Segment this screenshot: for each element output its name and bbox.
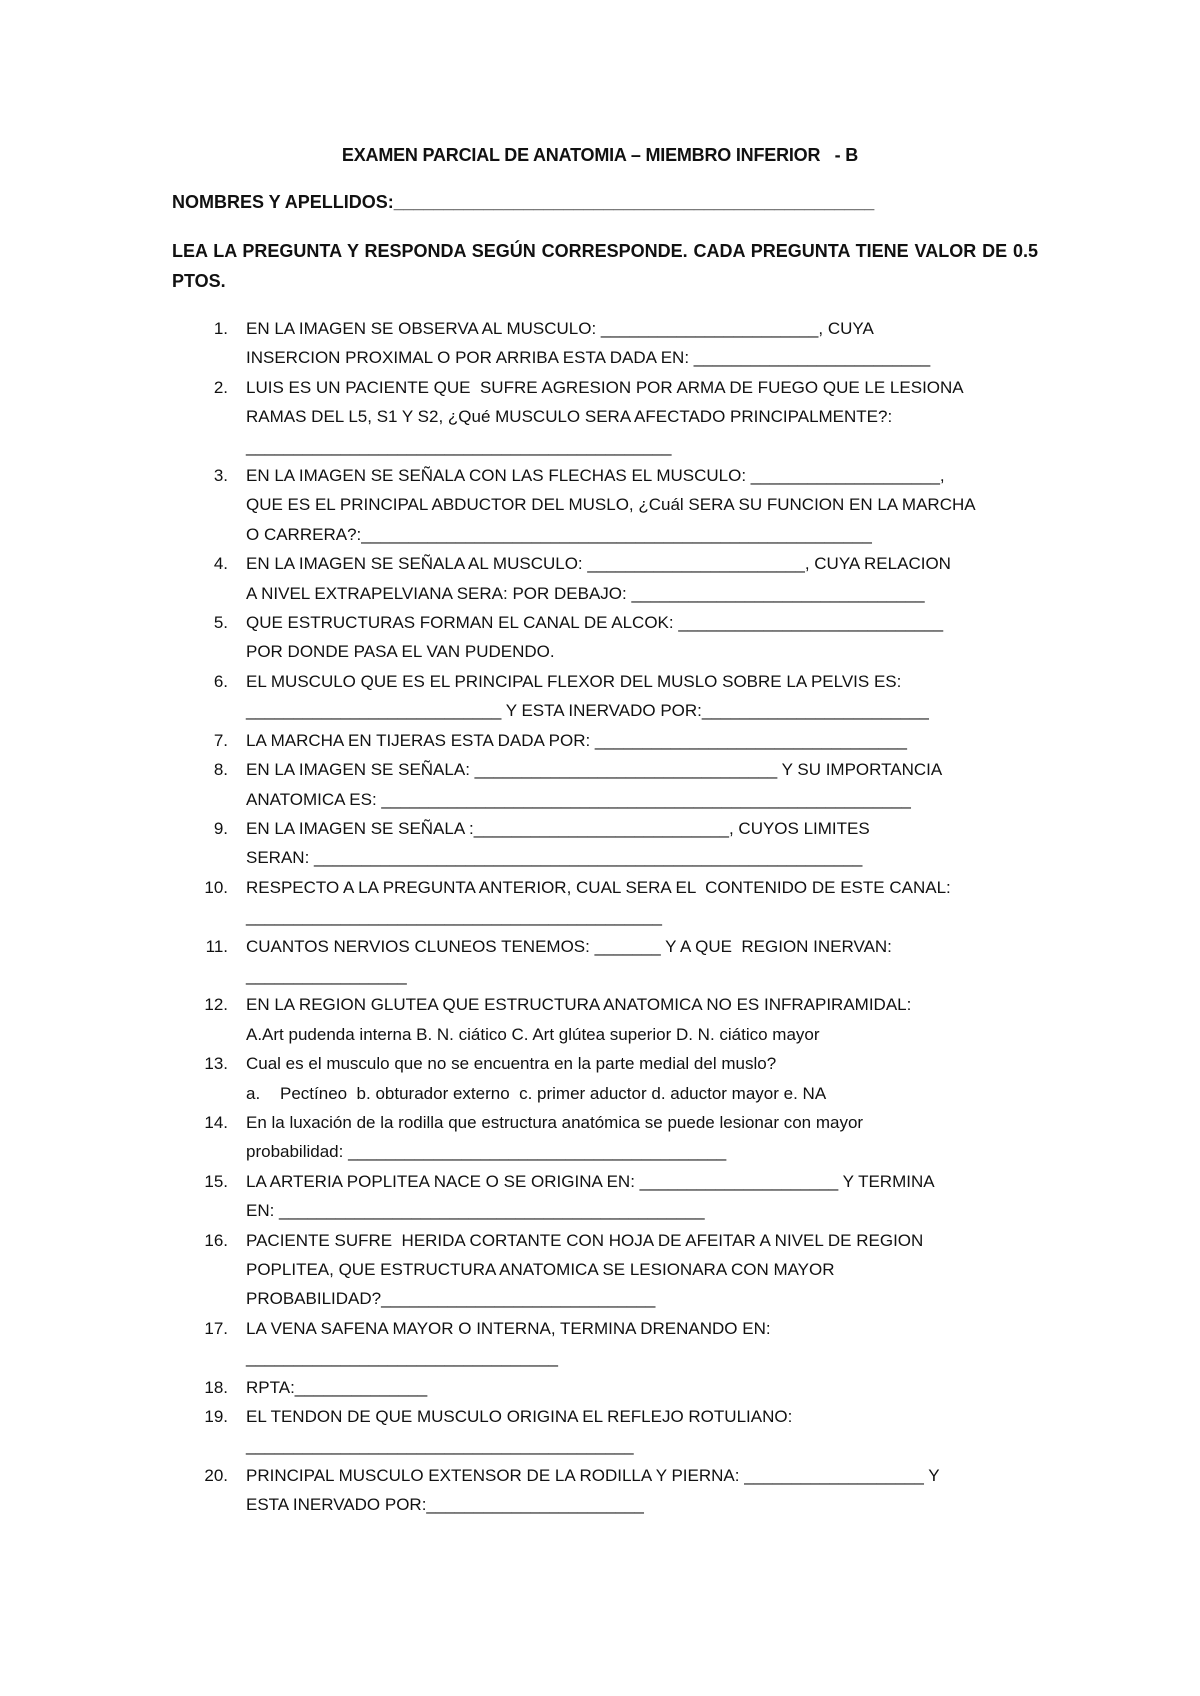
question-number: 7.	[213, 730, 228, 750]
question-text-line: _________________________________	[246, 1348, 559, 1368]
name-field: NOMBRES Y APELLIDOS:________________________________________________	[172, 192, 875, 212]
option-letter: a.	[246, 1083, 261, 1103]
question-text-line: RESPECTO A LA PREGUNTA ANTERIOR, CUAL SERA EL CONTENIDO DE ESTE CANAL:	[246, 877, 951, 897]
question-number: 14.	[204, 1112, 228, 1132]
question-text-line: POR DONDE PASA EL VAN PUDENDO.	[246, 642, 555, 662]
question-item	[172, 1226, 1052, 1314]
question-list	[172, 314, 1052, 1520]
answer-options-line	[246, 1079, 1052, 1108]
question-item	[172, 1049, 1052, 1108]
question-text-line: ESTA INERVADO POR:_______________________	[246, 1495, 644, 1515]
question-text-line: EN LA IMAGEN SE SEÑALA :___________________________, CUYOS LIMITES	[246, 818, 870, 838]
question-text-line: RPTA:______________	[246, 1377, 428, 1397]
question-text-line: LA MARCHA EN TIJERAS ESTA DADA POR: _________________________________	[246, 730, 907, 750]
question-text-line: CUANTOS NERVIOS CLUNEOS TENEMOS: _______ Y A QUE REGION INERVAN:	[246, 936, 892, 956]
question-item	[172, 932, 1052, 991]
question-number: 20.	[204, 1465, 228, 1485]
question-item	[172, 814, 1052, 873]
question-text-line: probabilidad: ________________________________________	[246, 1142, 727, 1162]
question-number: 5.	[213, 613, 228, 633]
options-text: Pectíneo b. obturador externo c. primer aductor d. aductor mayor e. NA	[280, 1083, 827, 1103]
question-text-line: A NIVEL EXTRAPELVIANA SERA: POR DEBAJO: _______________________________	[246, 583, 925, 603]
question-text-line: INSERCION PROXIMAL O POR ARRIBA ESTA DADA EN: _________________________	[246, 348, 931, 368]
question-number: 11.	[205, 936, 228, 956]
question-text-line: EN LA IMAGEN SE SEÑALA CON LAS FLECHAS EL MUSCULO: ____________________,	[246, 466, 945, 486]
question-number: 9.	[213, 818, 228, 838]
question-text-line: LA ARTERIA POPLITEA NACE O SE ORIGINA EN: _____________________ Y TERMINA	[246, 1171, 935, 1191]
question-text-line: En la luxación de la rodilla que estructura anatómica se puede lesionar con mayor	[246, 1112, 864, 1132]
question-text-line: _____________________________________________	[246, 436, 672, 456]
question-number: 13.	[204, 1054, 228, 1074]
question-number: 8.	[213, 760, 228, 780]
question-text-line: EL MUSCULO QUE ES EL PRINCIPAL FLEXOR DEL MUSLO SOBRE LA PELVIS ES:	[246, 671, 902, 691]
question-item	[172, 873, 1052, 932]
question-item	[172, 608, 1052, 667]
question-text-line: _________________________________________	[246, 1436, 634, 1456]
question-text-line: LA VENA SAFENA MAYOR O INTERNA, TERMINA DRENANDO EN:	[246, 1318, 771, 1338]
question-item	[172, 373, 1052, 461]
question-text-line: EN LA IMAGEN SE SEÑALA: ________________________________ Y SU IMPORTANCIA	[246, 760, 943, 780]
question-text-line: ANATOMICA ES: ________________________________________________________	[246, 789, 911, 809]
question-text-line: PRINCIPAL MUSCULO EXTENSOR DE LA RODILLA Y PIERNA: ___________________ Y	[246, 1465, 940, 1485]
question-item	[172, 1373, 1052, 1402]
question-text-line: A.Art pudenda interna B. N. ciático C. Art glútea superior D. N. ciático mayor	[246, 1024, 820, 1044]
question-item	[172, 1167, 1052, 1226]
question-text-line: SERAN: __________________________________________________________	[246, 848, 863, 868]
question-text-line: EN LA IMAGEN SE OBSERVA AL MUSCULO: _______________________, CUYA	[246, 319, 874, 338]
question-number: 3.	[213, 466, 228, 486]
question-item	[172, 1108, 1052, 1167]
question-number: 6.	[213, 671, 228, 691]
question-item	[172, 990, 1052, 1049]
question-text-line: LUIS ES UN PACIENTE QUE SUFRE AGRESION POR ARMA DE FUEGO QUE LE LESIONA	[246, 377, 964, 397]
question-number: 17.	[204, 1318, 228, 1338]
question-item	[172, 1402, 1052, 1461]
question-number: 16.	[204, 1230, 228, 1250]
question-number: 15.	[204, 1171, 228, 1191]
question-text-line: ____________________________________________	[246, 907, 663, 927]
question-text-line: POPLITEA, QUE ESTRUCTURA ANATOMICA SE LESIONARA CON MAYOR	[246, 1260, 835, 1279]
exam-title: EXAMEN PARCIAL DE ANATOMIA – MIEMBRO INFERIOR - B	[341, 145, 859, 165]
question-item	[172, 1461, 1052, 1520]
question-item	[172, 726, 1052, 755]
question-text-line: QUE ESTRUCTURAS FORMAN EL CANAL DE ALCOK: ____________________________	[246, 613, 944, 633]
question-number: 2.	[213, 377, 228, 397]
question-text-line: EN: _____________________________________________	[246, 1201, 705, 1221]
question-text-line: Cual es el musculo que no se encuentra en la parte medial del muslo?	[246, 1054, 777, 1074]
question-text-line: O CARRERA?:______________________________________________________	[246, 524, 872, 544]
instructions: LEA LA PREGUNTA Y RESPONDA SEGÚN CORRESPONDE. CADA PREGUNTA TIENE VALOR DE 0.5 PTOS.	[172, 241, 1038, 291]
question-text-line: EN LA IMAGEN SE SEÑALA AL MUSCULO: _______________________, CUYA RELACION	[246, 554, 951, 574]
question-text-line: EN LA REGION GLUTEA QUE ESTRUCTURA ANATOMICA NO ES INFRAPIRAMIDAL:	[246, 995, 912, 1015]
question-number: 10.	[204, 877, 228, 897]
question-number: 19.	[204, 1407, 228, 1427]
question-text-line: QUE ES EL PRINCIPAL ABDUCTOR DEL MUSLO, ¿Cuál SERA SU FUNCION EN LA MARCHA	[246, 495, 976, 515]
question-text-line: PROBABILIDAD?_____________________________	[246, 1289, 656, 1309]
question-text-line: RAMAS DEL L5, S1 Y S2, ¿Qué MUSCULO SERA AFECTADO PRINCIPALMENTE?:	[246, 407, 893, 427]
question-item	[172, 755, 1052, 814]
question-item	[172, 549, 1052, 608]
question-text-line: ___________________________ Y ESTA INERVADO POR:________________________	[246, 701, 929, 721]
question-item	[172, 314, 1052, 373]
question-number: 18.	[204, 1377, 228, 1397]
question-number: 4.	[213, 554, 228, 574]
question-item	[172, 461, 1052, 549]
question-number: 12.	[204, 995, 228, 1015]
question-item	[172, 1314, 1052, 1373]
question-text-line: PACIENTE SUFRE HERIDA CORTANTE CON HOJA DE AFEITAR A NIVEL DE REGION	[246, 1230, 924, 1250]
question-text-line: EL TENDON DE QUE MUSCULO ORIGINA EL REFLEJO ROTULIANO:	[246, 1407, 793, 1427]
question-number: 1.	[213, 319, 228, 338]
question-text-line: _________________	[246, 965, 407, 985]
question-item	[172, 667, 1052, 726]
